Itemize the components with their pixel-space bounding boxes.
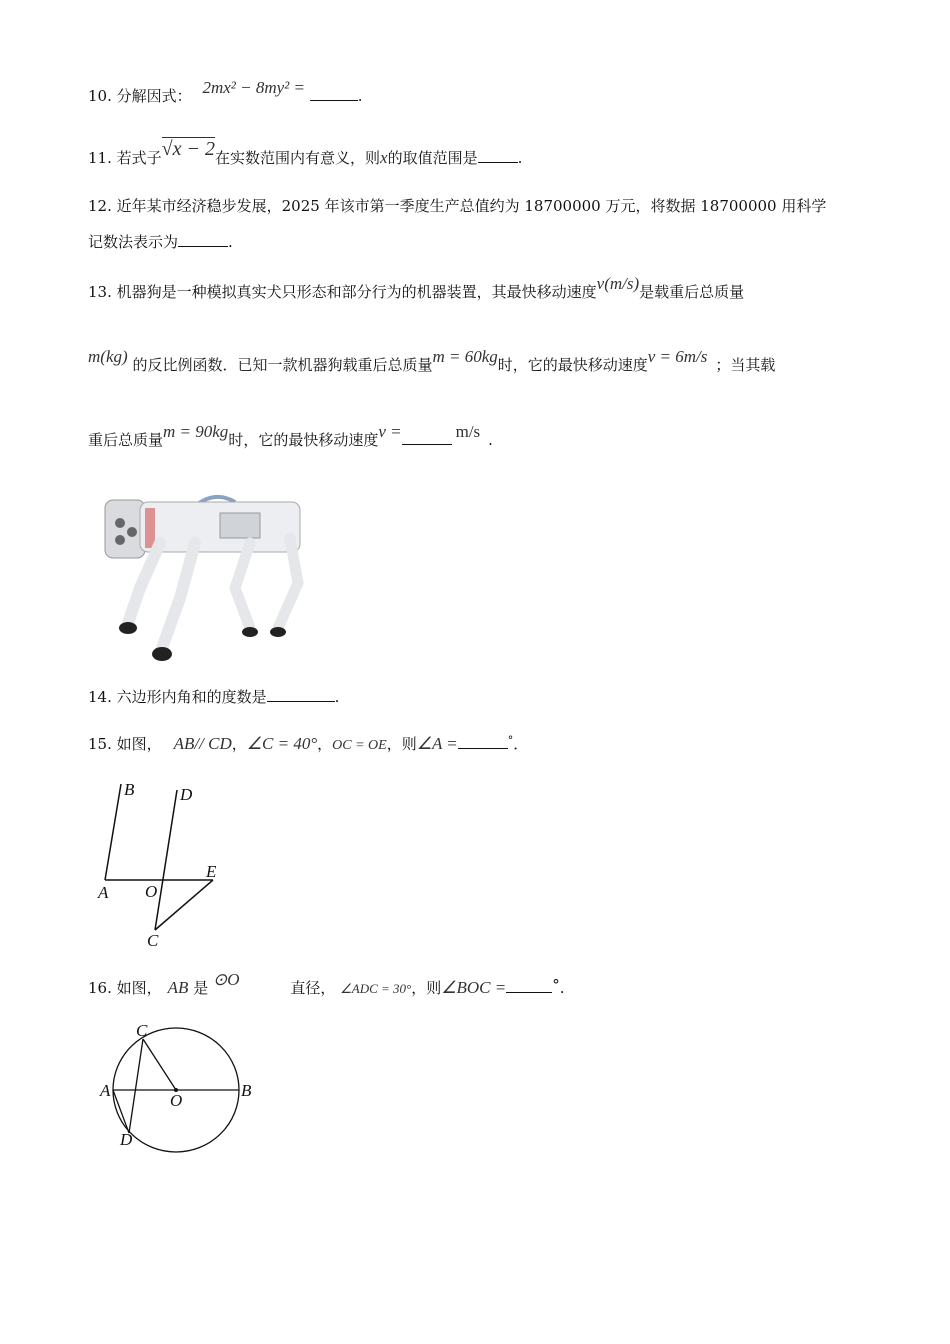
question-text: 的取值范围是 — [387, 149, 478, 167]
label-C: C — [136, 1021, 148, 1040]
question-text: 是 — [193, 979, 209, 997]
period: . — [228, 233, 233, 251]
period: . — [488, 431, 493, 449]
question-number: 10. — [88, 87, 112, 105]
period: ． — [513, 735, 529, 753]
degree-symbol: ° — [552, 976, 560, 994]
separator: ， — [231, 735, 247, 753]
period: . — [517, 149, 523, 167]
question-text: ；当其载 — [715, 356, 776, 374]
math-expression: m = 90kg — [163, 422, 229, 441]
answer-blank[interactable] — [458, 734, 508, 749]
question-text: 近年某市经济稳步发展，2025 年该市第一季度生产总值约为 18700000 万元，将数据 18700000 用科学 — [116, 197, 827, 215]
math-expression: OC = OE — [332, 738, 387, 753]
math-expression: ∠ADC = 30° — [340, 981, 412, 996]
period: . — [357, 87, 363, 105]
answer-blank[interactable] — [402, 430, 452, 445]
answer-blank[interactable] — [310, 86, 358, 101]
math-expression: ∠BOC = — [441, 978, 507, 997]
label-A: A — [100, 1081, 111, 1100]
question-text: 如图， — [116, 735, 162, 753]
question-text: 时，它的最快移动速度 — [228, 431, 379, 449]
label-D: D — [120, 1130, 133, 1149]
period: . — [559, 979, 565, 997]
separator: ， — [317, 735, 333, 753]
question-text: 的反比例函数．已知一款机器狗载重后总质量 — [132, 356, 433, 374]
question-text: 分解因式： — [116, 87, 192, 105]
question-number: 12. — [88, 197, 112, 215]
figure-circle — [0, 0, 300, 1200]
math-expression: 2mx² − 8my² = — [202, 78, 305, 97]
question-text: 时，它的最快移动速度 — [497, 356, 648, 374]
label-O: O — [145, 882, 158, 901]
question-text: 记数法表示为 — [88, 233, 179, 251]
question-number: 11. — [88, 149, 112, 167]
math-expression: m(kg) — [88, 347, 128, 366]
question-text: 直径， — [290, 979, 336, 997]
math-expression: √x − 2 — [161, 138, 216, 160]
question-text: 在实数范围内有意义，则 — [215, 149, 381, 167]
label-B: B — [124, 780, 135, 799]
question-number: 13. — [88, 283, 112, 301]
label-B: B — [241, 1081, 252, 1100]
period: . — [334, 688, 340, 706]
math-expression: v(m/s) — [596, 274, 640, 293]
math-expression: ∠A = — [416, 734, 458, 753]
degree-symbol: ° — [507, 734, 514, 747]
math-expression: ⊙O — [213, 970, 240, 989]
math-expression: ∠C = 40° — [246, 734, 318, 753]
math-expression: m = 60kg — [432, 347, 498, 366]
question-text: 重后总质量 — [88, 431, 164, 449]
question-text: 若式子 — [116, 149, 162, 167]
question-text: 是载重后总质量 — [639, 283, 745, 301]
unit: m/s — [455, 422, 481, 441]
question-text: ，则 — [411, 979, 442, 997]
label-C: C — [147, 931, 159, 950]
math-expression: AB — [167, 978, 189, 997]
math-expression: v = 6m/s — [647, 347, 708, 366]
label-E: E — [206, 862, 217, 881]
label-D: D — [180, 785, 193, 804]
answer-blank[interactable] — [478, 148, 518, 163]
question-text: ，则 — [386, 735, 417, 753]
question-number: 15. — [88, 735, 112, 753]
question-number: 14. — [88, 688, 112, 706]
math-expression: v = — [378, 422, 402, 441]
question-number: 16. — [88, 979, 112, 997]
label-O: O — [170, 1091, 183, 1110]
answer-blank[interactable] — [506, 978, 552, 993]
variable: x — [380, 148, 388, 167]
question-text: 如图， — [116, 979, 162, 997]
question-text: 六边形内角和的度数是 — [116, 688, 267, 706]
label-A: A — [98, 883, 109, 902]
question-text: 机器狗是一种模拟真实犬只形态和部分行为的机器装置，其最快移动速度 — [116, 283, 597, 301]
math-expression: AB// CD — [173, 734, 232, 753]
